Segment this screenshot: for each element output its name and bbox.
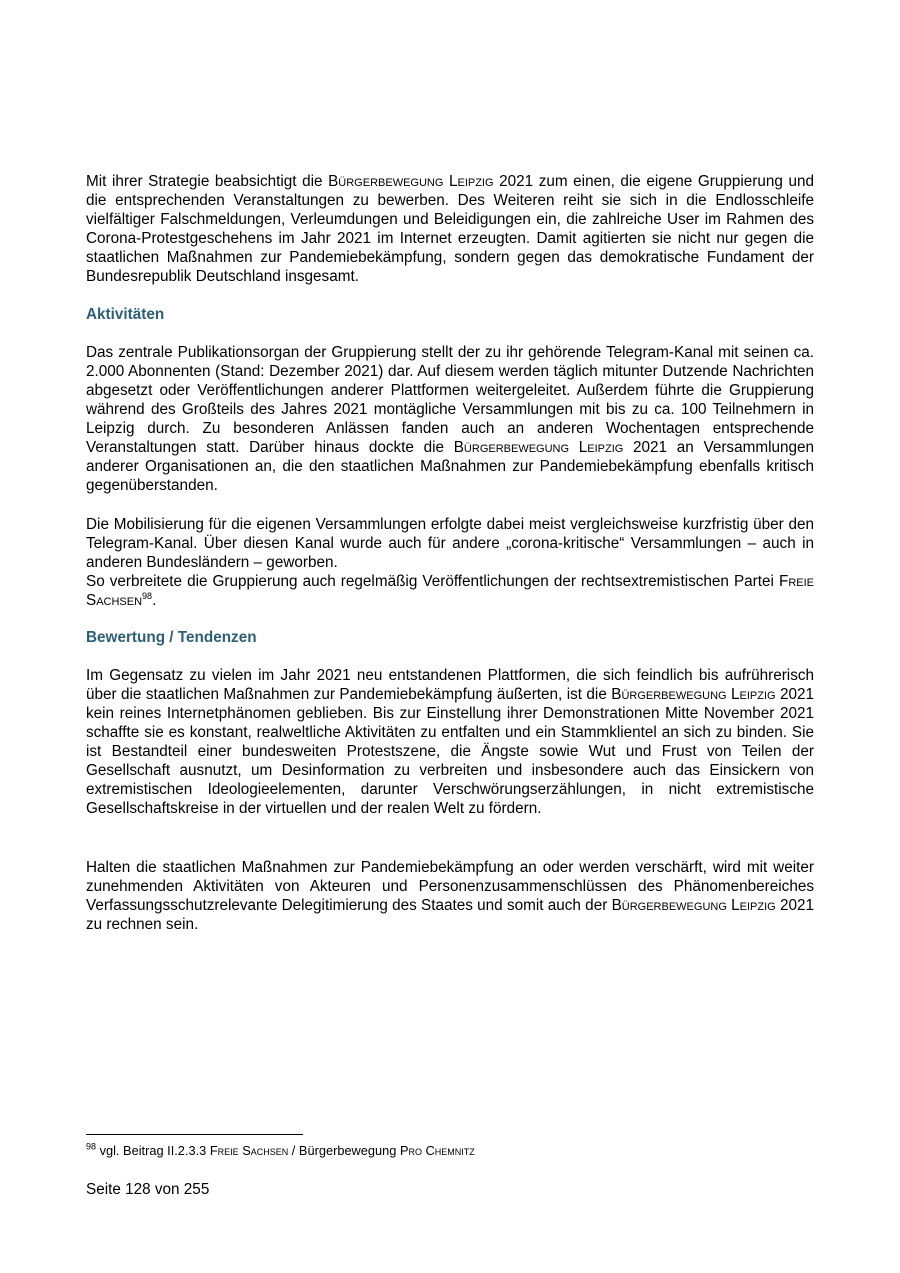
heading-aktivitaeten: Aktivitäten [86,306,165,323]
footnote: $^{98}$ vgl. Beitrag II.2.3.3 Freie Sachsen / Bürgerbewegung Pro Chemnitz [86,1141,475,1158]
footnote-reference: 98 [142,590,153,601]
org-name: Bürgerbewegung Leipzig [611,897,776,914]
org-name: Freie Sachsen [209,1143,289,1158]
footnote-number: 98 [86,1141,97,1152]
heading-bewertung: Bewertung / Tendenzen [86,629,257,646]
paragraph-activities: Das zentrale Publikationsorgan der Gruppierung stellt der zu ihr gehörende Telegram-Kanal mit seinen ca. 2.000 Abonnenten (Stand: Dezember 2021) dar. Auf diesem werden täglich mitunter Dutzende Nachrichten abgesetzt oder Veröffentlichungen anderer Plattformen weitergeleitet. Außerdem führte die Gruppierung während des Großteils des Jahres 2021 montägliche Versammlungen mit bis zu ca. 100 Teilnehmern in Leipzig durch. Zu besonderen Anlässen fanden auch an anderen Wochentagen entsprechende Veranstaltungen statt. Darüber hinaus dockte die Bürgerbewegung Leipzig 2021 an Versammlungen anderer Organisationen an, die den staatlichen Maßnahmen zur Pandemiebekämpfung ebenfalls kritisch gegenüberstanden. [86,344,814,494]
paragraph-outlook: Halten die staatlichen Maßnahmen zur Pandemiebekämpfung an oder werden verschärft, wird mit weiter zunehmenden Aktivitäten von Akteuren und Personenzusammenschlüssen des Phänomenbereiches Verfassungsschutzrelevante Delegitimierung des Staates und somit auch der Bürgerbewegung Leipzig 2021 zu rechnen sein. [86,859,815,933]
org-name: Freie Sachsen [86,573,814,609]
org-name: Pro Chemnitz [399,1143,475,1158]
org-name: Bürgerbewegung Leipzig [611,686,776,703]
org-name: Bürgerbewegung Leipzig [453,439,624,456]
paragraph-assessment: Im Gegensatz zu vielen im Jahr 2021 neu entstandenen Plattformen, die sich feindlich bis aufrührerisch über die staatlichen Maßnahmen zur Pandemiebekämpfung äußerten, ist die Bürgerbewegung Leipzig 2021 kein reines Internetphänomen geblieben. Bis zur Einstellung ihrer Demonstrationen Mitte November 2021 schaffte sie es konstant, realweltliche Aktivitäten zu entfalten und ein Stammklientel an sich zu binden. Sie ist Bestandteil einer bundesweiten Protestszene, die Ängste sowie Wut und Frust von Teilen der Gesellschaft ausnutzt, um Desinformation zu verbreiten und insbesondere auch das Einsickern von extremistischen Ideologieelementen, darunter Verschwörungserzählungen, in nicht extremistische Gesellschaftskreise in der virtuellen und der realen Welt zu fördern. [86,667,815,817]
paragraph-mobilisation: Die Mobilisierung für die eigenen Versammlungen erfolgte dabei meist vergleichsweise kurzfristig über den Telegram-Kanal. Über diesen Kanal wurde auch für andere „corona-kritische“ Versammlungen – auch in anderen Bundesländern – geworben. So verbreitete die Gruppierung auch regelmäßig Veröffentlichungen der rechtsextremistischen Partei Freie Sachsen$^{98}$. [86,516,814,609]
footnote-separator [86,1134,303,1135]
org-name: Bürgerbewegung Leipzig [328,173,494,190]
page-number: Seite 128 von 255 [86,1181,210,1198]
paragraph-strategy: Mit ihrer Strategie beabsichtigt die Bürgerbewegung Leipzig 2021 zum einen, die eigene Gruppierung und die entsprechenden Veranstaltungen zu bewerben. Des Weiteren reiht sie sich in die Endlosschleife vielfältiger Falschmeldungen, Verleumdungen und Beleidigungen ein, die zahlreiche User im Rahmen des Corona-Protestgeschehens im Jahr 2021 im Internet erzeugten. Damit agitierten sie nicht nur gegen die staatlichen Maßnahmen zur Pandemiebekämpfung, sondern gegen das demokratische Fundament der Bundesrepublik Deutschland insgesamt. [86,173,814,285]
